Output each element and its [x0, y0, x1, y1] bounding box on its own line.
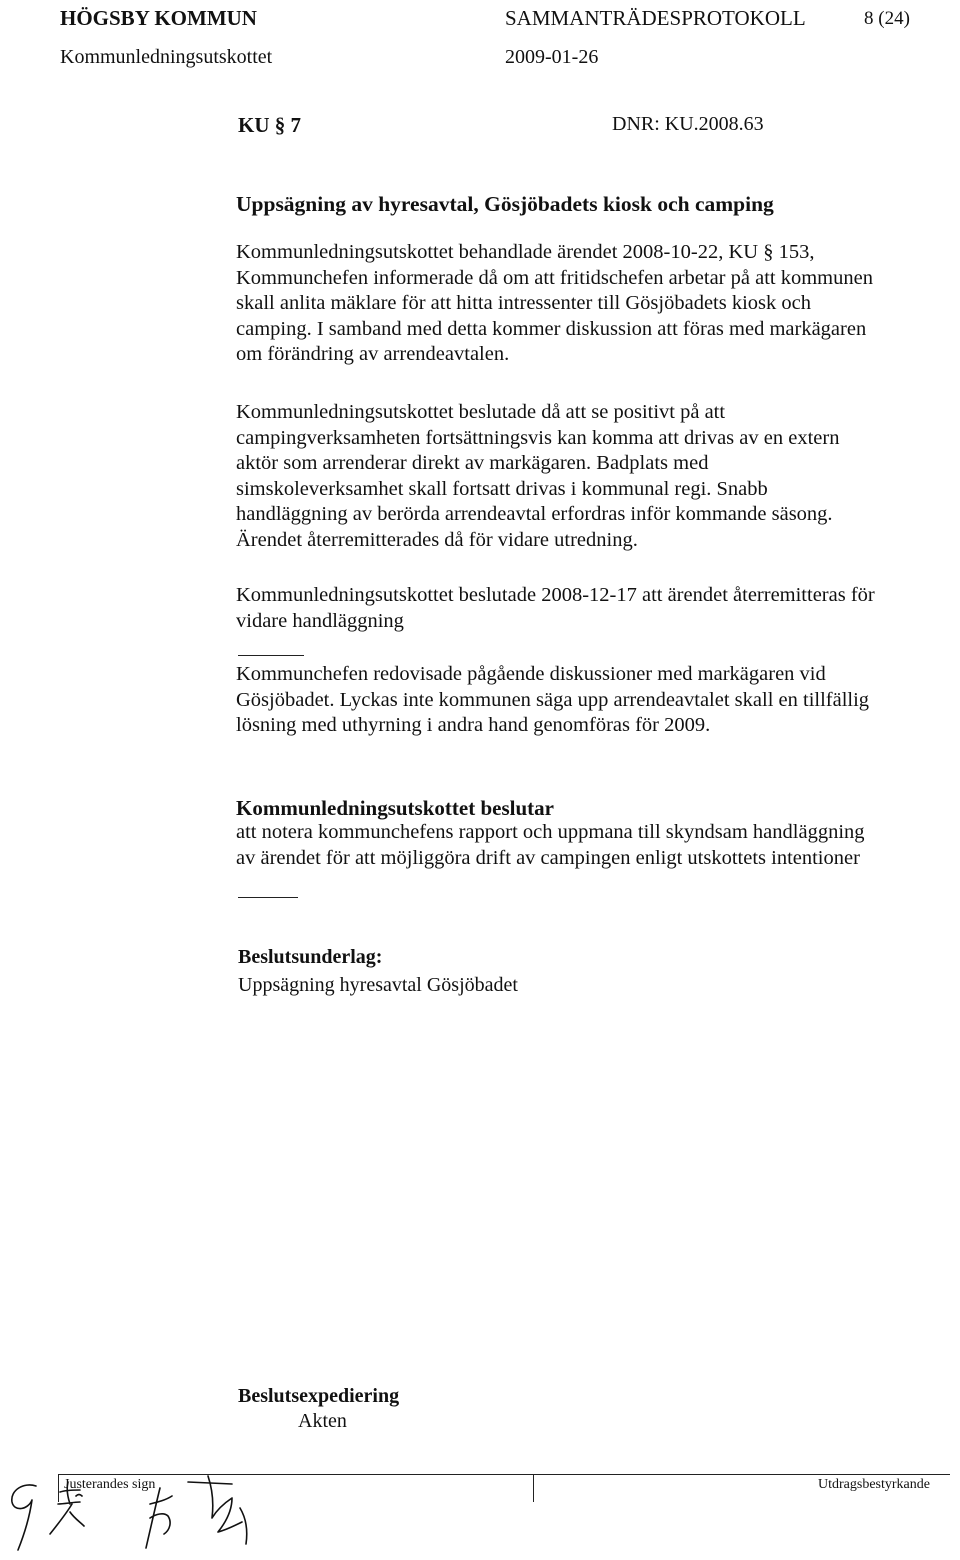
dispatch-item: Akten: [298, 1410, 347, 1432]
text-line: aktör som arrenderar direkt av markägaren. Badplats med: [236, 452, 709, 474]
org-name: HÖGSBY KOMMUN: [60, 6, 257, 30]
text-line: om förändring av arrendeavtalen.: [236, 343, 510, 365]
utdrag-label: Utdragsbestyrkande: [818, 1477, 930, 1492]
text-line: campingverksamheten fortsättningsvis kan komma att drivas av en extern: [236, 426, 840, 449]
footer-divider-middle: [533, 1474, 534, 1502]
text-line: camping. I samband med detta kommer diskussion att föras med markägaren: [236, 317, 867, 340]
justerandes-label: Justerandes sign: [64, 1477, 156, 1492]
text-line: av ärendet för att möjliggöra drift av campingen enligt utskottets intentioner: [236, 846, 860, 869]
decision-heading: Kommunledningsutskottet beslutar: [236, 796, 554, 820]
paragraph-4: [236, 662, 946, 739]
dispatch-heading: Beslutsexpediering: [238, 1385, 400, 1407]
text-line: vidare handläggning: [236, 609, 404, 632]
basis-item: Uppsägning hyresavtal Gösjöbadet: [238, 974, 518, 996]
text-line: Kommunchefen redovisade pågående diskussioner med markägaren vid: [236, 663, 826, 685]
doc-type: SAMMANTRÄDESPROTOKOLL: [505, 6, 806, 30]
text-line: Kommunchefen informerade då om att fritidschefen arbetar på att kommunen: [236, 266, 873, 289]
basis-heading: Beslutsunderlag:: [238, 946, 383, 968]
text-line: Kommunledningsutskottet beslutade då att se positivt på att: [236, 401, 726, 423]
text-line: lösning med uthyrning i andra hand genomföras för 2009.: [236, 714, 711, 736]
text-line: Ärendet återremitterades då för vidare utredning.: [236, 528, 638, 551]
text-line: Kommunledningsutskottet behandlade ärendet 2008-10-22, KU § 153,: [236, 241, 815, 263]
case-title: Uppsägning av hyresavtal, Gösjöbadets kiosk och camping: [236, 192, 774, 216]
decision-text: [236, 820, 946, 871]
text-line: Gösjöbadet. Lyckas inte kommunen säga upp arrendeavtalet skall en tillfällig: [236, 688, 870, 711]
signature-initials: [0, 1468, 280, 1558]
page-number: 8 (24): [864, 8, 910, 29]
paragraph-2: [236, 400, 946, 553]
meeting-date: 2009-01-26: [505, 46, 599, 68]
separator-line: [238, 897, 298, 898]
paragraph-3: [236, 583, 946, 634]
text-line: simskoleverksamhet skall fortsatt drivas i kommunal regi. Snabb: [236, 477, 768, 500]
text-line: att notera kommunchefens rapport och uppmana till skyndsam handläggning: [236, 821, 865, 843]
text-line: skall anlita mäklare för att hitta intressenter till Gösjöbadets kiosk och: [236, 292, 811, 314]
text-line: handläggning av berörda arrendeavtal erfordras inför kommande säsong.: [236, 503, 833, 525]
text-line: Kommunledningsutskottet beslutade 2008-12-17 att ärendet återremitteras för: [236, 584, 875, 606]
separator-line: [238, 655, 304, 656]
committee-name: Kommunledningsutskottet: [60, 46, 273, 68]
case-dnr: DNR: KU.2008.63: [612, 113, 764, 135]
case-paragraph: KU § 7: [238, 113, 301, 137]
paragraph-1: [236, 240, 946, 368]
